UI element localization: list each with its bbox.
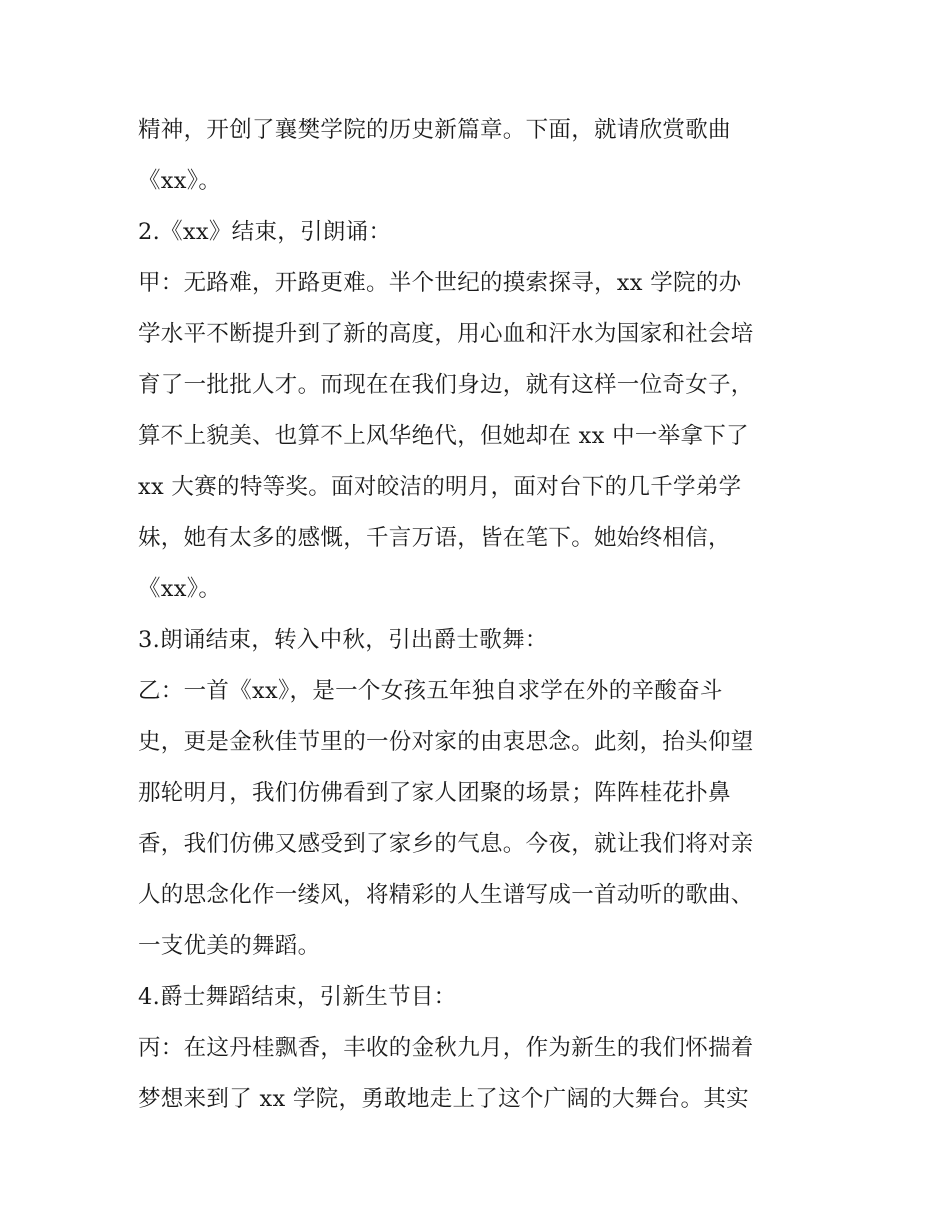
text-line: xx 大赛的特等奖。面对皎洁的明月，面对台下的几千学弟学	[138, 474, 742, 500]
text-line: 妹，她有太多的感慨，千言万语，皆在笔下。她始终相信，	[138, 525, 731, 551]
text-line: 精神，开创了襄樊学院的历史新篇章。下面，就请欣赏歌曲	[138, 117, 731, 143]
text-line: 乙：一首《xx》，是一个女孩五年独自求学在外的辛酸奋斗	[138, 678, 723, 704]
text-line: 育了一批批人才。而现在在我们身边，就有这样一位奇女子，	[138, 372, 754, 398]
text-line: 《xx》。	[138, 576, 222, 602]
text-line: 香，我们仿佛又感受到了家乡的气息。今夜，就让我们将对亲	[138, 831, 754, 857]
text-line: 梦想来到了 xx 学院，勇敢地走上了这个广阔的大舞台。其实	[138, 1086, 749, 1112]
text-line: 一支优美的舞蹈。	[138, 933, 321, 959]
section-heading: 2.《xx》结束，引朗诵：	[138, 219, 392, 245]
text-line: 那轮明月，我们仿佛看到了家人团聚的场景；阵阵桂花扑鼻	[138, 780, 731, 806]
text-line: 《xx》。	[138, 168, 222, 194]
text-line: 人的思念化作一缕风，将精彩的人生谱写成一首动听的歌曲、	[138, 882, 754, 908]
text-line: 算不上貌美、也算不上风华绝代，但她却在 xx 中一举拿下了	[138, 423, 749, 449]
text-line: 甲：无路难，开路更难。半个世纪的摸索探寻，xx 学院的办	[138, 270, 742, 296]
section-heading: 4.爵士舞蹈结束，引新生节目：	[138, 984, 457, 1010]
section-heading: 3.朗诵结束，转入中秋，引出爵士歌舞：	[138, 627, 548, 653]
text-line: 丙：在这丹桂飘香，丰收的金秋九月，作为新生的我们怀揣着	[138, 1035, 754, 1061]
text-line: 学水平不断提升到了新的高度，用心血和汗水为国家和社会培	[138, 321, 754, 347]
text-line: 史，更是金秋佳节里的一份对家的由衷思念。此刻，抬头仰望	[138, 729, 754, 755]
